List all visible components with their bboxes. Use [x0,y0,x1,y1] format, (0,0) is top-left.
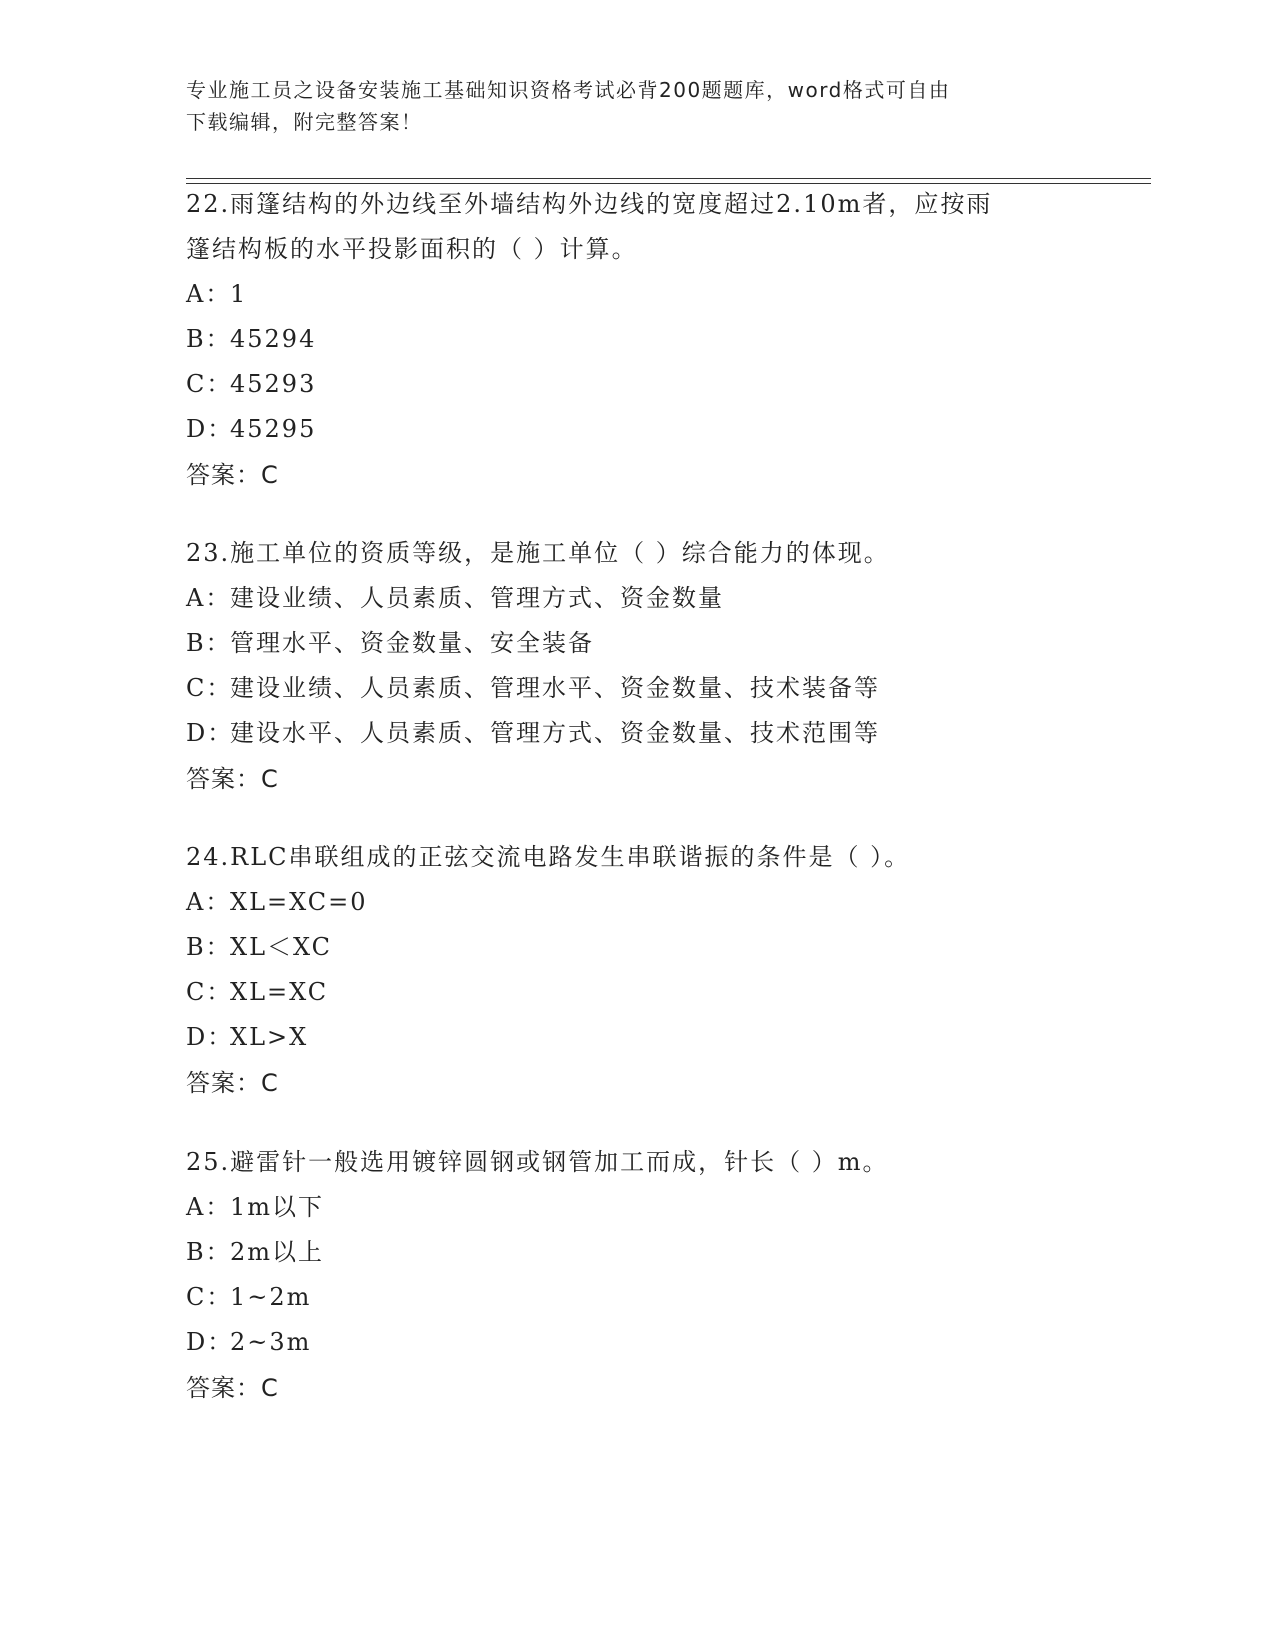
option-list [186,272,1106,452]
header-line-2: 下载编辑，附完整答案！ [186,110,423,134]
option-letter: C： [186,978,233,1006]
question-23 [186,531,1106,802]
option-d [186,407,1106,452]
question-stem [186,182,1106,272]
option-letter: B： [186,325,232,353]
document-header [186,74,1086,138]
question-stem [186,1140,1106,1185]
option-text: 2m以上 [230,1238,325,1266]
answer-line: 答案：C [186,1374,279,1402]
option-a [186,576,1106,621]
answer-line: 答案：C [186,461,279,489]
option-letter: B： [186,933,232,961]
option-c [186,362,1106,407]
option-text: 45294 [230,325,317,353]
option-a [186,880,1106,925]
answer-line: 答案：C [186,765,279,793]
option-text: 45293 [230,370,317,398]
option-text: 建设业绩、人员素质、管理水平、资金数量、技术装备等 [230,674,880,702]
option-b [186,621,1106,666]
option-text: XL>X [230,1023,309,1051]
option-letter: C： [186,674,233,702]
option-d [186,711,1106,756]
option-text: 建设业绩、人员素质、管理方式、资金数量 [230,584,724,612]
option-letter: D： [186,1328,234,1356]
option-letter: B： [186,629,232,657]
question-25 [186,1140,1106,1411]
option-a [186,272,1106,317]
option-letter: B： [186,1238,232,1266]
option-letter: C： [186,370,233,398]
option-text: XL=XC=0 [230,888,368,916]
option-text: 2~3m [230,1328,312,1356]
option-letter: D： [186,415,234,443]
option-letter: A： [186,1193,232,1221]
option-text: XL＜XC [230,933,333,961]
option-list [186,880,1106,1060]
option-c [186,970,1106,1015]
option-text: 1 [230,280,248,308]
answer-line: 答案：C [186,1069,279,1097]
option-b [186,1230,1106,1275]
option-text: 45295 [230,415,317,443]
option-list [186,1185,1106,1365]
option-b [186,317,1106,362]
option-b [186,925,1106,970]
option-text: XL=XC [230,978,329,1006]
question-stem [186,531,1106,576]
stem-line: 25.避雷针一般选用镀锌圆钢或钢管加工而成，针长（ ）m。 [186,1148,889,1176]
option-c [186,666,1106,711]
option-letter: A： [186,888,232,916]
option-text: 1~2m [230,1283,312,1311]
option-text: 建设水平、人员素质、管理方式、资金数量、技术范围等 [230,719,880,747]
option-letter: A： [186,280,232,308]
option-d [186,1015,1106,1060]
option-text: 1m以下 [230,1193,325,1221]
option-c [186,1275,1106,1320]
option-letter: D： [186,719,234,747]
question-22 [186,182,1106,498]
option-letter: D： [186,1023,234,1051]
question-stem [186,835,1106,880]
option-a [186,1185,1106,1230]
option-d [186,1320,1106,1365]
header-line-1: 专业施工员之设备安装施工基础知识资格考试必背200题题库，word格式可自由 [186,78,951,102]
stem-line: 篷结构板的水平投影面积的（ ）计算。 [186,235,638,263]
option-letter: C： [186,1283,233,1311]
option-text: 管理水平、资金数量、安全装备 [230,629,594,657]
stem-line: 24.RLC串联组成的正弦交流电路发生串联谐振的条件是（ ）。 [186,843,911,871]
option-letter: A： [186,584,232,612]
stem-line: 23.施工单位的资质等级，是施工单位（ ）综合能力的体现。 [186,539,890,567]
stem-line: 22.雨篷结构的外边线至外墙结构外边线的宽度超过2.10m者，应按雨 [186,190,993,218]
option-list [186,576,1106,756]
question-24 [186,835,1106,1106]
